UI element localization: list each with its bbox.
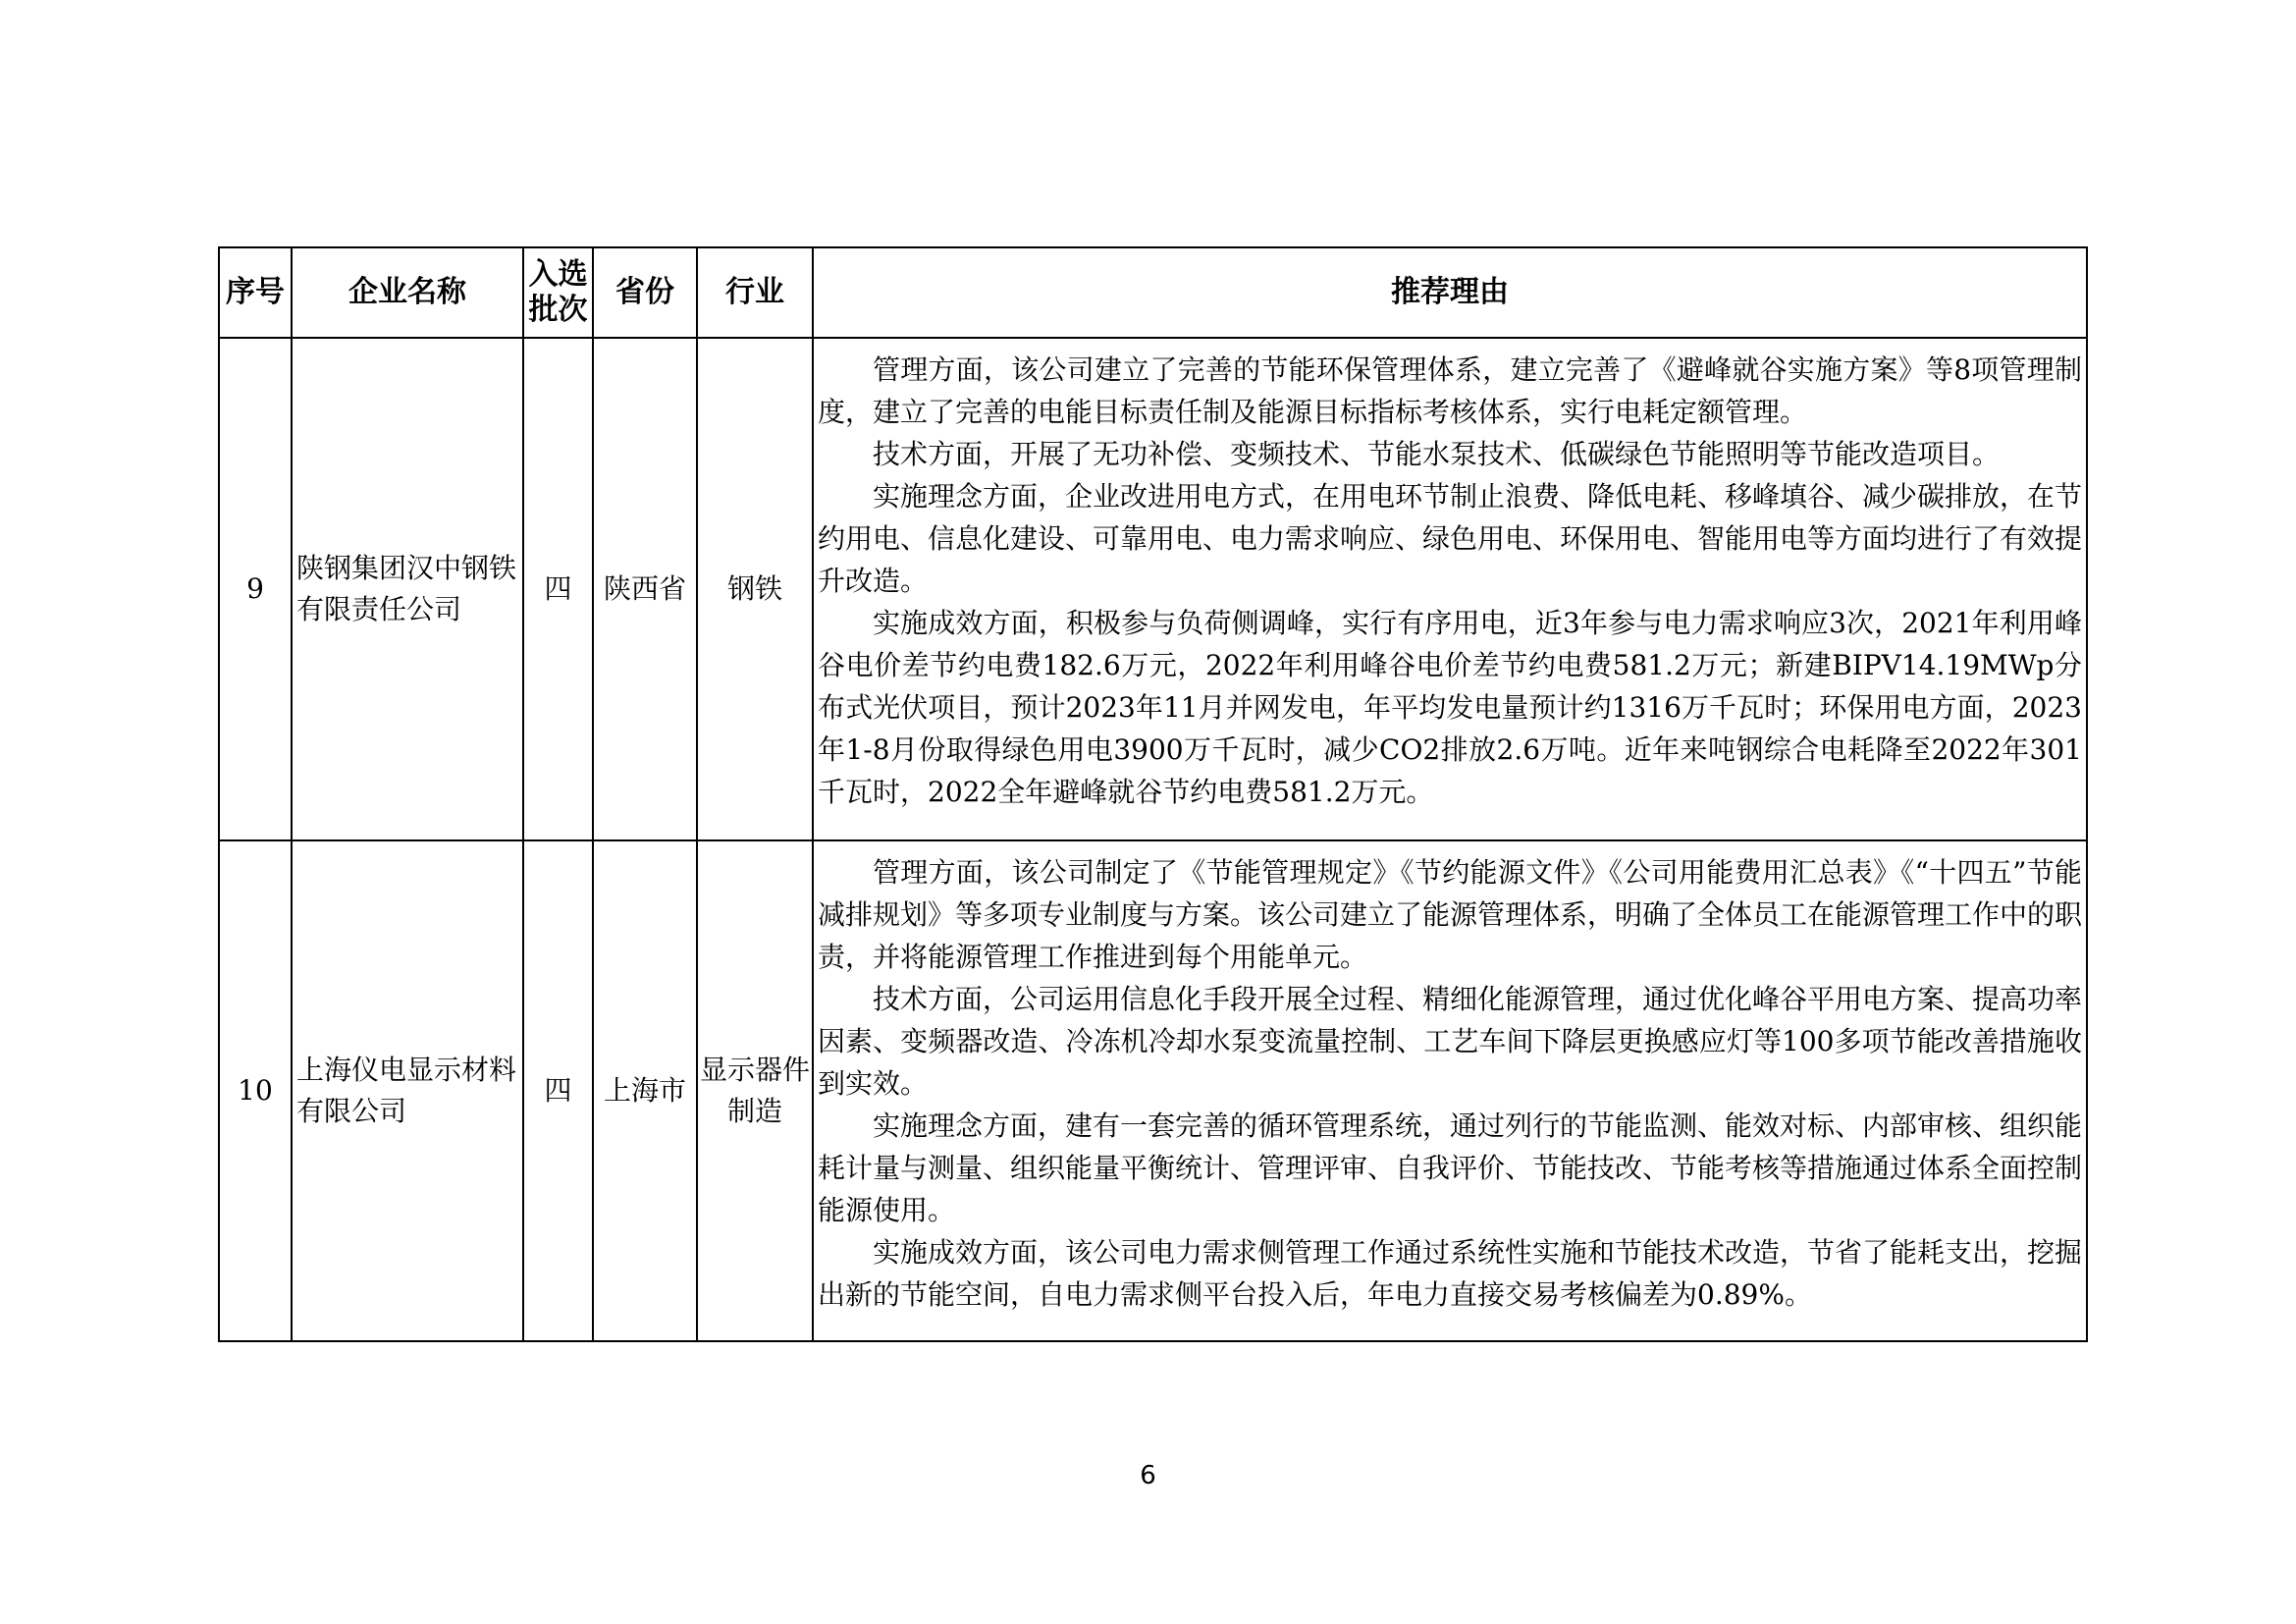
header-seq: 序号 xyxy=(219,247,292,338)
row-seq: 10 xyxy=(219,840,292,1341)
page-number: 6 xyxy=(1140,1461,1156,1490)
table-header-row xyxy=(219,247,2087,338)
row-reason xyxy=(813,338,2087,840)
row-reason xyxy=(813,840,2087,1341)
table-row xyxy=(219,338,2087,840)
reason-paragraph: 实施理念方面，建有一套完善的循环管理系统，通过列行的节能监测、能效对标、内部审核、组织能耗计量与测量、组织能量平衡统计、管理评审、自我评价、节能技改、节能考核等措施通过体系全面控制能源使用。 xyxy=(818,1110,2083,1226)
row-batch: 四 xyxy=(523,338,593,840)
header-industry: 行业 xyxy=(697,247,813,338)
row-batch: 四 xyxy=(523,840,593,1341)
row-industry: 显示器件制造 xyxy=(697,840,813,1341)
row-seq: 9 xyxy=(219,338,292,840)
row-province: 上海市 xyxy=(593,840,697,1341)
row-company: 上海仪电显示材料有限公司 xyxy=(292,840,523,1341)
reason-paragraph: 实施理念方面，企业改进用电方式，在用电环节制止浪费、降低电耗、移峰填谷、减少碳排放，在节约用电、信息化建设、可靠用电、电力需求响应、绿色用电、环保用电、智能用电等方面均进行了有效提升改造。 xyxy=(818,480,2083,597)
recommendation-table xyxy=(218,246,2088,1342)
row-industry: 钢铁 xyxy=(697,338,813,840)
reason-paragraph: 管理方面，该公司建立了完善的节能环保管理体系，建立完善了《避峰就谷实施方案》等8项管理制度，建立了完善的电能目标责任制及能源目标指标考核体系，实行电耗定额管理。 xyxy=(818,353,2082,428)
header-company: 企业名称 xyxy=(292,247,523,338)
reason-paragraph: 技术方面，开展了无功补偿、变频技术、节能水泵技术、低碳绿色节能照明等节能改造项目。 xyxy=(873,438,2001,470)
row-company: 陕钢集团汉中钢铁有限责任公司 xyxy=(292,338,523,840)
header-reason: 推荐理由 xyxy=(813,247,2087,338)
table-row xyxy=(219,840,2087,1341)
header-batch: 入选批次 xyxy=(523,247,593,338)
header-province: 省份 xyxy=(593,247,697,338)
reason-paragraph: 实施成效方面，积极参与负荷侧调峰，实行有序用电，近3年参与电力需求响应3次，2021年利用峰谷电价差节约电费182.6万元，2022年利用峰谷电价差节约电费581.2万元；新建BIPV14.19MWp分布式光伏项目，预计2023年11月并网发电，年平均发电量预计约1316万千瓦时；环保用电方面，2023年1-8月份取得绿色用电3900万千瓦时，减少CO2排放2.6万吨。近年来吨钢综合电耗降至2022年301千瓦时，2022全年避峰就谷节约电费581.2万元。 xyxy=(818,607,2082,808)
row-province: 陕西省 xyxy=(593,338,697,840)
reason-paragraph: 管理方面，该公司制定了《节能管理规定》《节约能源文件》《公司用能费用汇总表》《“十四五”节能减排规划》等多项专业制度与方案。该公司建立了能源管理体系，明确了全体员工在能源管理工作中的职责，并将能源管理工作推进到每个用能单元。 xyxy=(818,856,2083,973)
reason-paragraph: 实施成效方面，该公司电力需求侧管理工作通过系统性实施和节能技术改造，节省了能耗支出，挖掘出新的节能空间，自电力需求侧平台投入后，年电力直接交易考核偏差为0.89%。 xyxy=(818,1236,2083,1311)
reason-paragraph: 技术方面，公司运用信息化手段开展全过程、精细化能源管理，通过优化峰谷平用电方案、提高功率因素、变频器改造、冷冻机冷却水泵变流量控制、工艺车间下降层更换感应灯等100多项节能改善措施收到实效。 xyxy=(818,983,2083,1100)
